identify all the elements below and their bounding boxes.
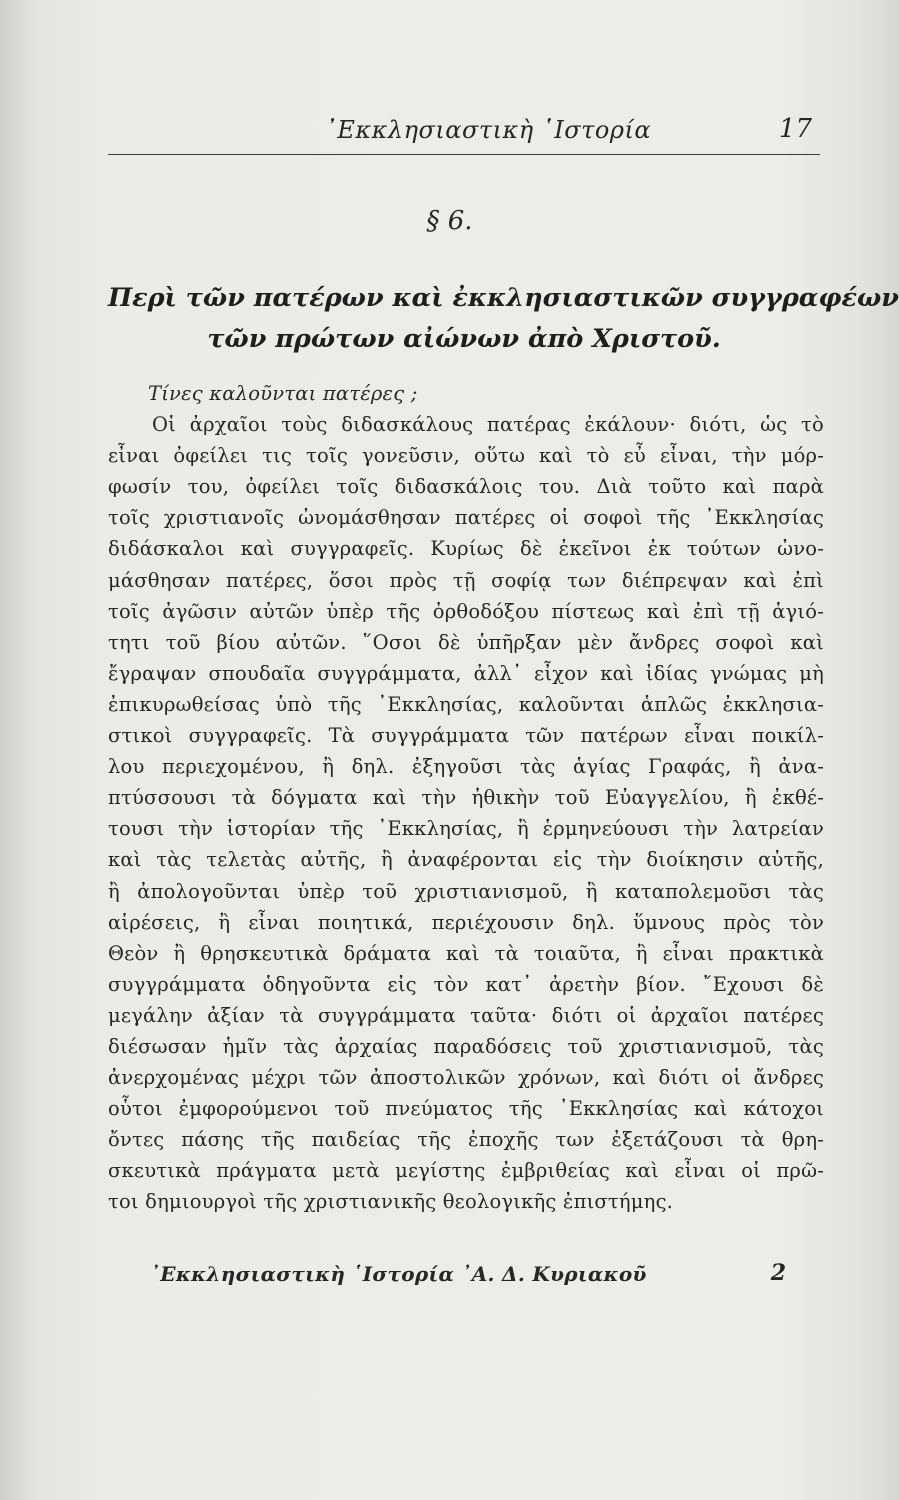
text-line: ἀνερχομένας μέχρι τῶν ἀποστολικῶν χρόνων, καὶ διότι οἱ ἄνδρες — [108, 1066, 824, 1090]
text-line: οὗτοι ἐμφορούμενοι τοῦ πνεύματος τῆς ᾿Εκκλησίας καὶ κάτοχοι — [108, 1097, 824, 1121]
text-line: αἱρέσεις, ἢ εἶναι ποιητικά, περιέχουσιν δηλ. ὕμνους πρὸς τὸν — [108, 910, 824, 934]
text-line: τοῖς χριστιανοῖς ὠνομάσθησαν πατέρες οἱ σοφοὶ τῆς ᾿Εκκλησίας — [108, 506, 824, 530]
text-line: μεγάλην ἀξίαν τὰ συγγράμματα ταῦτα· διότι οἱ ἀρχαῖοι πατέρες — [108, 1003, 824, 1027]
text-line: τουσι τὴν ἱστορίαν τῆς ᾿Εκκλησίας, ἢ ἑρμηνεύουσι τὴν λατρείαν — [108, 817, 824, 841]
text-line: τοι δημιουργοὶ τῆς χριστιανικῆς θεολογικῆς ἐπιστήμης. — [108, 1190, 674, 1214]
text-line: λου περιεχομένου, ἢ δηλ. ἐξηγοῦσι τὰς ἁγίας Γραφάς, ἢ ἀνα- — [108, 755, 824, 779]
text-line: τοῖς ἀγῶσιν αὐτῶν ὑπὲρ τῆς ὀρθοδόξου πίστεως καὶ ἐπὶ τῇ ἁγιό- — [108, 599, 824, 623]
section-heading — [108, 278, 899, 360]
text-line: ἔγραψαν σπουδαῖα συγγράμματα, ἀλλ᾿ εἶχον καὶ ἰδίας γνώμας μὴ — [108, 661, 824, 685]
page-number: 17 — [778, 114, 812, 144]
text-line: ὄντες πάσης τῆς παιδείας τῆς ἐποχῆς των ἐξετάζουσι τὰ θρη- — [108, 1128, 824, 1152]
text-line: ἐπικυρωθείσας ὑπὸ τῆς ᾿Εκκλησίας, καλοῦνται ἁπλῶς ἐκκλησια- — [108, 692, 824, 716]
text-line: ἢ ἀπολογοῦνται ὑπὲρ τοῦ χριστιανισμοῦ, ἢ καταπολεμοῦσι τὰς — [108, 879, 824, 903]
page-header — [108, 112, 820, 152]
text-line: καὶ τὰς τελετὰς αὐτῆς, ἢ ἀναφέρονται εἰς τὴν διοίκησιν αὐτῆς, — [108, 848, 824, 872]
running-title: ᾿Εκκλησιαστικὴ ῾Ιστορία — [324, 116, 652, 144]
text-line: διέσωσαν ἡμῖν τὰς ἀρχαίας παραδόσεις τοῦ χριστιανισμοῦ, τὰς — [108, 1034, 824, 1058]
header-rule — [108, 154, 820, 155]
signature-mark: 2 — [770, 1260, 786, 1286]
text-line: Οἱ ἀρχαῖοι τοὺς διδασκάλους πατέρας ἐκάλουν· διότι, ὡς τὸ — [152, 413, 824, 437]
question-line: Τίνες καλοῦνται πατέρες ; — [148, 382, 418, 405]
page-footer — [108, 1262, 820, 1302]
text-line: στικοὶ συγγραφεῖς. Τὰ συγγράμματα τῶν πατέρων εἶναι ποικίλ- — [108, 724, 824, 748]
body-text — [108, 378, 824, 1218]
text-line: συγγράμματα ὁδηγοῦντα εἰς τὸν κατ᾿ ἀρετὴν βίον. ῎Εχουσι δὲ — [108, 972, 824, 996]
text-line: φωσίν του, ὀφείλει τοῖς διδασκάλοις του. Διὰ τοῦτο καὶ παρὰ — [108, 475, 824, 499]
footer-book-title: ᾿Εκκλησιαστικὴ ῾Ιστορία ᾿Α. Δ. Κυριακοῦ — [150, 1262, 647, 1286]
text-line: τητι τοῦ βίου αὐτῶν. ῞Οσοι δὲ ὑπῆρξαν μὲν ἄνδρες σοφοὶ καὶ — [108, 630, 824, 654]
text-line: σκευτικὰ πράγματα μετὰ μεγίστης ἐμβριθείας καὶ εἶναι οἱ πρῶ- — [108, 1159, 824, 1183]
section-heading-line: Περὶ τῶν πατέρων καὶ ἐκκλησιαστικῶν συγγραφέων — [108, 283, 899, 313]
text-line: διδάσκαλοι καὶ συγγραφεῖς. Κυρίως δὲ ἐκεῖνοι ἐκ τούτων ὠνο- — [108, 537, 824, 561]
section-number: § 6. — [426, 206, 473, 236]
text-line: μάσθησαν πατέρες, ὅσοι πρὸς τῇ σοφίᾳ των διέπρεψαν καὶ ἐπὶ — [108, 568, 824, 592]
text-line: εἶναι ὀφείλει τις τοῖς γονεῦσιν, οὕτω καὶ τὸ εὖ εἶναι, τὴν μόρ- — [108, 444, 824, 468]
text-line: Θεὸν ἢ θρησκευτικὰ δράματα καὶ τὰ τοιαῦτα, ἢ εἶναι πρακτικὰ — [108, 941, 824, 965]
section-heading-line: τῶν πρώτων αἰώνων ἀπὸ Χριστοῦ. — [207, 324, 721, 354]
text-line: πτύσσουσι τὰ δόγματα καὶ τὴν ἠθικὴν τοῦ Εὐαγγελίου, ἢ ἐκθέ- — [108, 786, 824, 810]
